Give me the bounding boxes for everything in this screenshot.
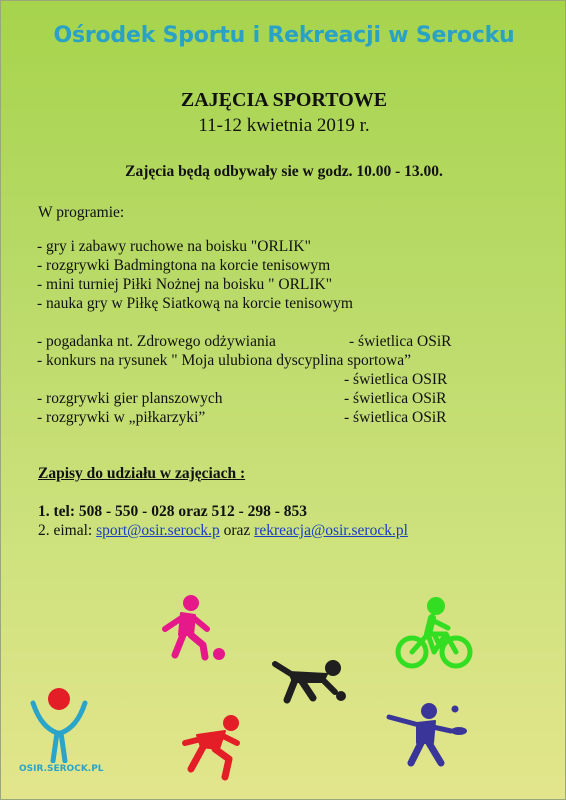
event-title: ZAJĘCIA SPORTOWE [180, 89, 388, 111]
program-item: - rozgrywki gier planszowych [37, 390, 223, 407]
signup-phone: 1. tel: 508 - 550 - 028 oraz 512 - 298 - 853 [38, 503, 308, 520]
signup-email-line [38, 522, 408, 540]
osir-logo [19, 685, 103, 777]
program-item: - gry i zabawy ruchowe na boisku "ORLIK" [37, 238, 311, 255]
program-place: - świetlica OSIR [344, 371, 448, 388]
program-item: - rozgrywki w „piłkarzyki” [37, 409, 206, 426]
org-header: Ośrodek Sportu i Rekreacji w Serocku [53, 23, 515, 48]
program-heading: W programie: [38, 204, 125, 221]
runner-icon [179, 713, 254, 783]
program-item: - mini turniej Piłki Nożnej na boisku " ORLIK" [37, 276, 333, 293]
bowler-icon [269, 656, 354, 706]
football-player-icon [151, 593, 231, 663]
email-label: 2. eimal: [38, 522, 97, 539]
logo-text: OSIR.SEROCK.PL [19, 764, 104, 774]
program-item: - konkurs na rysunek " Moja ulubiona dyscyplina sportowa” [37, 352, 411, 369]
cyclist-icon [394, 594, 474, 674]
program-place: - świetlica OSiR [344, 409, 447, 426]
logo-figure-icon [19, 685, 103, 763]
table-tennis-player-icon [385, 701, 475, 771]
signup-heading: Zapisy do udziału w zajęciach : [38, 465, 246, 482]
program-place: - świetlica OSiR [349, 333, 452, 350]
program-item: - rozgrywki Badmingtona na korcie tenisowym [37, 257, 331, 274]
email-link-rekreacja[interactable]: rekreacja@osir.serock.pl [254, 522, 408, 539]
email-separator: oraz [219, 522, 255, 539]
program-place: - świetlica OSiR [344, 390, 447, 407]
email-link-sport[interactable]: sport@osir.serock.p [96, 522, 220, 539]
program-item: - nauka gry w Piłkę Siatkową na korcie tenisowym [37, 295, 353, 312]
event-dates: 11-12 kwietnia 2019 r. [198, 115, 370, 136]
event-hours: Zajęcia będą odbywały sie w godz. 10.00 - 13.00. [125, 163, 443, 180]
program-item: - pogadanka nt. Zdrowego odżywiania [37, 333, 276, 350]
